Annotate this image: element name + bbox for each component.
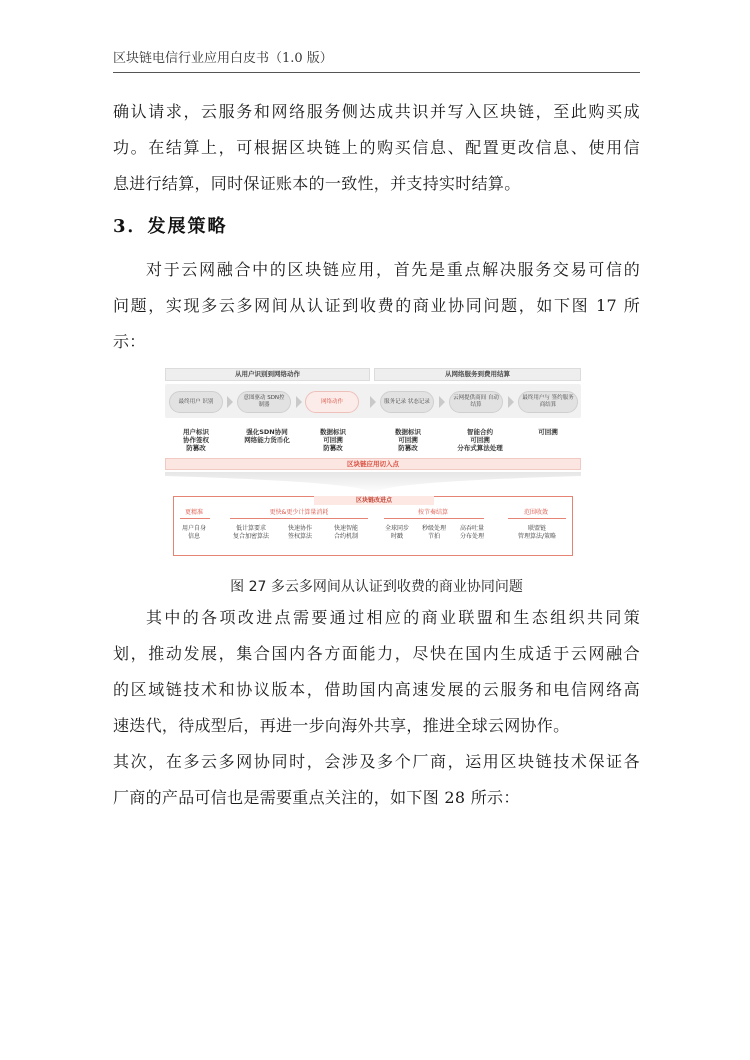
arrow-icon	[508, 396, 514, 408]
paragraph-vendors	[113, 744, 640, 816]
entry-point-bar: 区块链应用切入点	[165, 458, 581, 470]
feature-label: 数据标识 可回溯 防篡改	[395, 428, 421, 452]
paragraph-line: 厂商的产品可信也是需要重点关注的，如下图 28 所示：	[113, 788, 520, 807]
step-provider-settlement: 云网提供商间 自动结算	[449, 391, 503, 413]
paragraph-line: 的区域链技术和协议版本，借助国内高速发展的云服务和电信网络高	[113, 680, 640, 699]
band-user-to-network: 从用户识别到网络动作	[165, 368, 370, 381]
category-label: 更快&更少计算量消耗	[269, 509, 329, 516]
improvement-box	[173, 496, 573, 556]
feature-label: 可回溯	[538, 428, 558, 436]
improvement-title: 区块链改进点	[314, 496, 434, 505]
paragraph-line: 确认请求，云服务和网络服务侧达成共识并写入区块链，至此购买成	[113, 102, 640, 121]
convergence-shape	[165, 472, 581, 494]
figure-27-diagram	[165, 368, 581, 564]
paragraph-improvements	[113, 600, 640, 744]
paragraph-line: 速迭代，待成型后，再进一步向海外共享，推进全球云网协作。	[113, 716, 570, 735]
improvement-item: 用户自身 信息	[181, 525, 206, 540]
arrow-icon	[439, 396, 445, 408]
improvement-item: 全球同步 时戳	[384, 525, 409, 540]
paragraph-line: 划，推动发展，集合国内各方面能力，尽快在国内生成适于云网融合	[113, 644, 640, 663]
arrow-icon	[296, 396, 302, 408]
step-service-record: 服务记录 状态记录	[380, 391, 434, 413]
section-heading: 3．发展策略	[113, 216, 228, 237]
step-user-identification: 最终用户 识别	[169, 391, 223, 413]
running-header: 区块链电信行业应用白皮书（1.0 版）	[113, 50, 640, 73]
category-label: 按节奏结算	[417, 509, 448, 516]
step-user-settlement: 最终用户与 签约服务商结算	[518, 391, 578, 413]
feature-label: 强化SDN协同 网络能力货币化	[244, 428, 290, 444]
paragraph-line: 其次，在多云多网协同时，会涉及多个厂商，运用区块链技术保证各	[113, 752, 640, 771]
arrow-icon	[227, 396, 233, 408]
category-divider	[230, 518, 368, 519]
category-label: 更精准	[184, 509, 203, 516]
improvement-item: 快速智能 合约机制	[333, 525, 358, 540]
paragraph-line: 问题，实现多云多网间从认证到收费的商业协同问题，如下图 17 所	[113, 296, 640, 315]
feature-label: 智能合约 可回溯 分布式算法处理	[457, 428, 503, 452]
step-sdn-controller: 意图驱动 SDN控制器	[237, 391, 291, 413]
paragraph-line: 其中的各项改进点需要通过相应的商业联盟和生态组织共同策	[146, 608, 640, 627]
improvement-item: 低计算要求 复合加密算法	[232, 525, 269, 540]
improvement-item: 高吞吐量 分布处理	[459, 525, 484, 540]
paragraph-strategy	[113, 252, 640, 360]
category-divider	[180, 518, 210, 519]
improvement-item: 秒级处理 节拍	[421, 525, 446, 540]
improvement-item: 快速协作 签权算法	[287, 525, 312, 540]
paragraph-line: 示：	[113, 332, 146, 351]
category-divider	[508, 518, 566, 519]
step-network-action: 网络动作	[305, 391, 359, 413]
category-divider	[384, 518, 484, 519]
arrow-icon	[370, 396, 376, 408]
paragraph-line: 功。在结算上，可根据区块链上的购买信息、配置更改信息、使用信	[113, 138, 640, 157]
feature-label: 数据标识 可回溯 防篡改	[320, 428, 346, 452]
improvement-item: 联盟链 管理算法/策略	[517, 525, 557, 540]
band-service-to-billing: 从网络服务到费用结算	[374, 368, 581, 381]
paragraph-settlement	[113, 94, 640, 202]
figure-caption: 图 27 多云多网间从认证到收费的商业协同问题	[230, 579, 523, 595]
paragraph-line: 息进行结算，同时保证账本的一致性，并支持实时结算。	[113, 174, 521, 193]
feature-label: 用户标识 协作签权 防篡改	[183, 428, 209, 452]
paragraph-line: 对于云网融合中的区块链应用，首先是重点解决服务交易可信的	[146, 260, 640, 279]
category-label: 范围收敛	[523, 509, 548, 516]
